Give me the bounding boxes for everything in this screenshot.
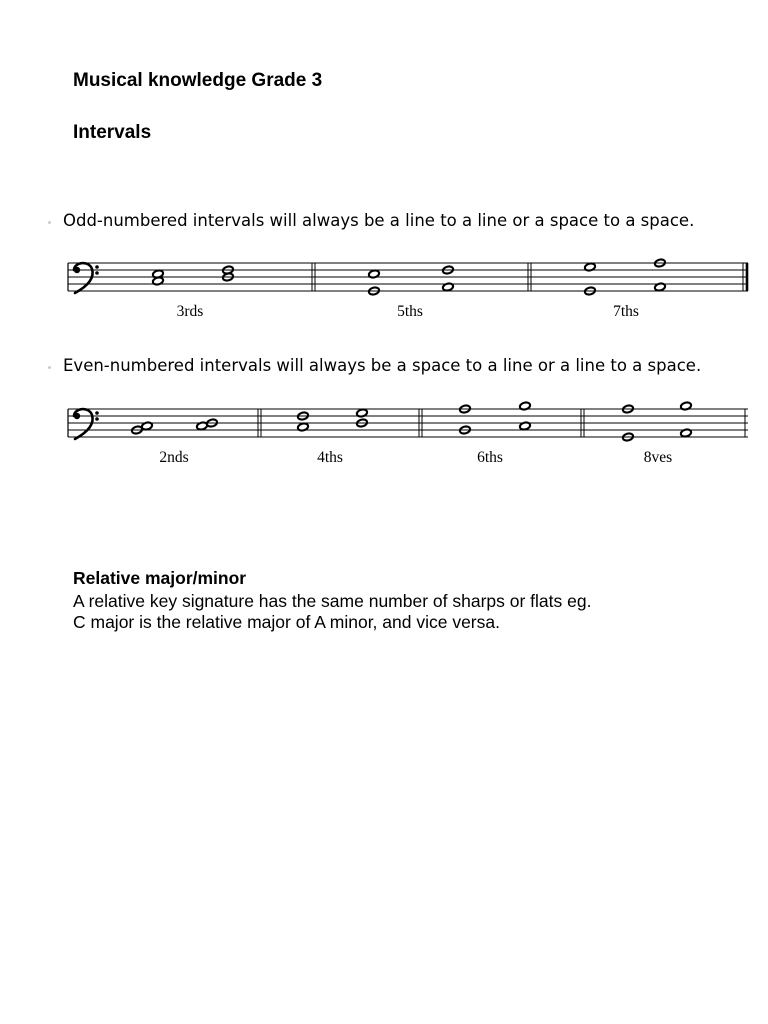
interval-label-5ths: 5ths: [397, 303, 423, 320]
bullet-dot-icon: [48, 366, 51, 369]
even-intervals-staff: [66, 396, 750, 476]
bass-clef-icon: [74, 409, 99, 439]
note-head: [152, 265, 234, 285]
bass-clef-icon: [74, 263, 99, 293]
even-intervals-text: Even-numbered intervals will always be a space to a line or a line to a space.: [63, 356, 702, 375]
interval-label-3rds: 3rds: [176, 303, 204, 320]
interval-label-8ves: 8ves: [643, 449, 673, 466]
note-head: [131, 418, 218, 434]
relative-heading: Relative major/minor: [73, 568, 247, 588]
odd-intervals-staff: [66, 250, 750, 330]
bullet-dot-icon: [48, 221, 51, 224]
note-head: [297, 408, 368, 431]
interval-label-2nds: 2nds: [159, 449, 189, 466]
odd-intervals-text: Odd-numbered intervals will always be a line to a line or a space to a space.: [63, 211, 695, 230]
document-title: Musical knowledge Grade 3: [73, 70, 323, 91]
relative-text-line-1: A relative key signature has the same number of sharps or flats eg.: [73, 591, 592, 611]
interval-label-6ths: 6ths: [477, 449, 503, 466]
relative-text-line-2: C major is the relative major of A minor, and vice versa.: [73, 612, 500, 632]
staff-lines: [68, 263, 748, 291]
interval-label-7ths: 7ths: [613, 303, 639, 320]
note-head: [622, 401, 692, 441]
document-subtitle: Intervals: [73, 122, 152, 143]
interval-label-4ths: 4ths: [317, 449, 343, 466]
staff-lines: [68, 409, 748, 437]
